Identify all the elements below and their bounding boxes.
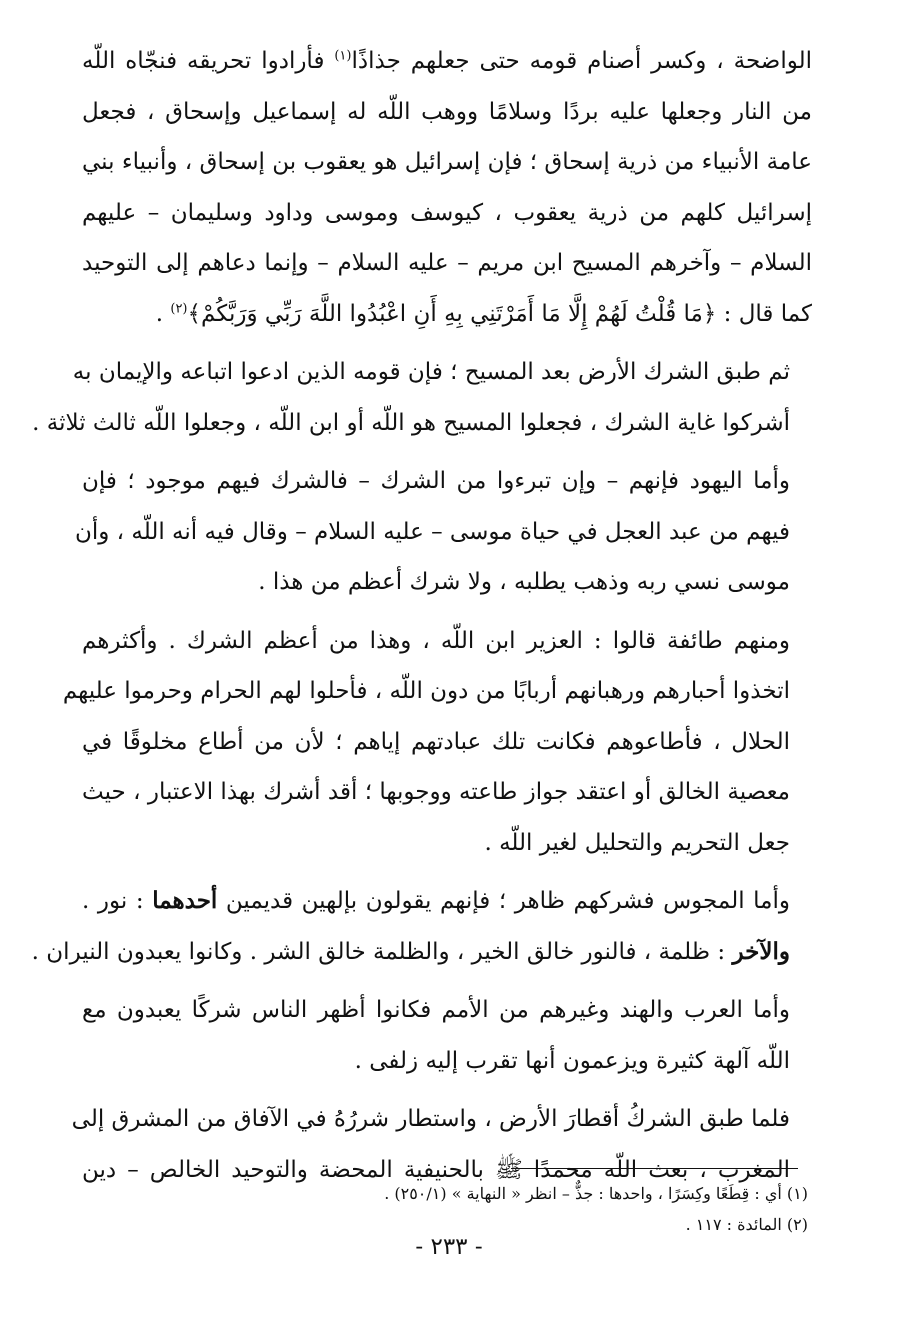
text-line: معصية الخالق أو اعتقد جواز طاعته ووجوبها ؛ أقد أشرك بهذا الاعتبار ، حيث xyxy=(82,779,790,805)
text-segment: . xyxy=(155,300,171,327)
page-number: - ٢٣٣ - xyxy=(415,1234,483,1260)
paragraph-christianity xyxy=(32,347,812,448)
text-line: فلما طبق الشركُ أقطارَ الأرض ، واستطار شررُهُ في الآفاق من المشرق إلى xyxy=(71,1106,790,1132)
paragraph-magians xyxy=(31,876,812,977)
text-line xyxy=(82,36,812,87)
bold-term: والآخر xyxy=(732,937,790,965)
paragraph-arabs-india xyxy=(82,985,812,1086)
text-line: من النار وجعلها عليه بردًا وسلامًا ووهب اللّه له إسماعيل وإسحاق ، فجعل xyxy=(82,98,812,125)
footnote-2: (٢) المائدة : ١١٧ . xyxy=(685,1215,808,1234)
text-line: الحلال ، فأطاعوهم فكانت تلك عبادتهم إياهم ؛ لأن من أطاع مخلوقًا في xyxy=(82,728,790,755)
text-line xyxy=(82,876,812,927)
footnotes xyxy=(88,1178,808,1240)
quran-quote: كما قال : ﴿مَا قُلْتُ لَهُمْ إِلَّا مَا أَمَرْتَنِي بِهِ أَنِ اعْبُدُوا اللَّهَ رَبِّي وَرَبَّكُمْ﴾ xyxy=(187,300,812,327)
text-line: أشركوا غاية الشرك ، فجعلوا المسيح هو اللّه أو ابن اللّه ، وجعلوا اللّه ثالث ثلاثة . xyxy=(32,409,790,436)
text-line: وأما اليهود فإنهم – وإن تبرءوا من الشرك – فالشرك فيهم موجود ؛ فإن xyxy=(82,468,790,494)
text-line: وأما العرب والهند وغيرهم من الأمم فكانوا أظهر الناس شركًا يعبدون مع xyxy=(82,997,790,1023)
footnote-1: (١) أي : قِطَعًا وكِسَرًا ، واحدها : جذٌّ – انظر « النهاية » (٢٥٠/١) . xyxy=(384,1184,808,1203)
page-body xyxy=(31,36,812,1203)
text-line: فيهم من عبد العجل في حياة موسى – عليه السلام – وقال فيه أنه اللّه ، وأن xyxy=(74,518,790,545)
paragraph-abraham xyxy=(82,36,812,339)
text-line: اتخذوا أحبارهم ورهبانهم أربابًا من دون اللّه ، فأحلوا لهم الحرام وحرموا عليهم xyxy=(62,678,790,704)
text-segment: : ظلمة ، فالنور خالق الخير ، والظلمة خالق الشر . وكانوا يعبدون النيران . xyxy=(31,938,733,965)
text-line: اللّه آلهة كثيرة ويزعمون أنها تقرب إليه زلفى . xyxy=(354,1047,790,1074)
text-line xyxy=(31,927,812,978)
text-segment: : نور . xyxy=(82,888,153,914)
text-line: إسرائيل كلهم من ذرية يعقوب ، كيوسف وموسى وداود وسليمان – عليهم xyxy=(82,199,812,226)
text-line xyxy=(82,289,812,340)
text-line: موسى نسي ربه وذهب يطلبه ، ولا شرك أعظم من هذا . xyxy=(258,569,790,595)
paragraph-uzair xyxy=(62,616,812,869)
text-segment: الواضحة ، وكسر أصنام قومه حتى جعلهم جذاذًا xyxy=(351,48,812,74)
text-line: ثم طبق الشرك الأرض بعد المسيح ؛ فإن قومه الذين ادعوا اتباعه والإيمان به xyxy=(72,359,790,385)
text-line: المغرب ، بعث اللّه محمدًا ﷺ بالحنيفية المحضة والتوحيد الخالص – دين xyxy=(82,1156,790,1183)
text-line: جعل التحريم والتحليل لغير اللّه . xyxy=(484,829,790,856)
text-segment: وأما المجوس فشركهم ظاهر ؛ فإنهم يقولون بإلهين قديمين xyxy=(217,888,791,914)
text-line: السلام – وآخرهم المسيح ابن مريم – عليه السلام – وإنما دعاهم إلى التوحيد xyxy=(82,250,812,276)
bold-term: أحدهما xyxy=(152,887,218,914)
footnote-divider xyxy=(511,1168,798,1169)
footnote-ref-2[interactable]: (٢) xyxy=(170,300,188,316)
footnote-ref-1[interactable]: (١) xyxy=(334,48,352,64)
text-line: عامة الأنبياء من ذرية إسحاق ؛ فإن إسرائيل هو يعقوب بن إسحاق ، وأنبياء بني xyxy=(82,149,812,175)
paragraph-judaism xyxy=(74,456,812,608)
text-segment: فأرادوا تحريقه فنجّاه اللّه xyxy=(82,48,335,74)
text-line: ومنهم طائفة قالوا : العزير ابن اللّه ، وهذا من أعظم الشرك . وأكثرهم xyxy=(82,627,790,654)
